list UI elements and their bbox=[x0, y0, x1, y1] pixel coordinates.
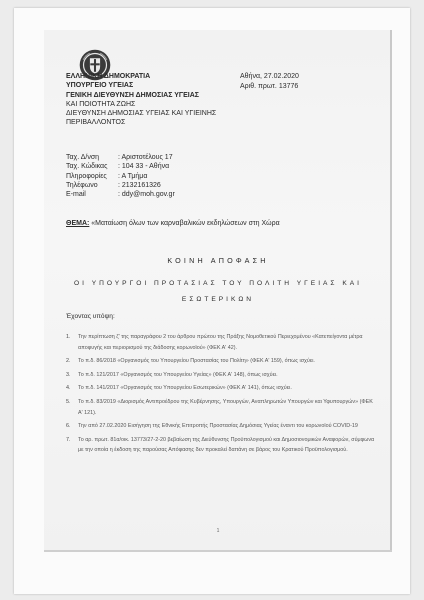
org-line: ΕΛΛΗΝΙΚΗ ΔΗΜΟΚΡΑΤΙΑ bbox=[66, 73, 151, 80]
document-page bbox=[14, 8, 410, 594]
ministers-line: ΕΣΩΤΕΡΙΚΩΝ bbox=[181, 296, 255, 303]
contact-label: Ταχ. Δ/νση bbox=[66, 154, 100, 161]
item-number: 7. bbox=[66, 436, 71, 443]
item-number: 2. bbox=[66, 358, 71, 365]
list-item bbox=[66, 383, 378, 394]
list-item bbox=[66, 370, 378, 381]
org-line: ΠΕΡΙΒΑΛΛΟΝΤΟΣ bbox=[66, 119, 126, 127]
org-line: ΓΕΝΙΚΗ ΔΙΕΥΘΥΝΣΗ ΔΗΜΟΣΙΑΣ ΥΓΕΙΑΣ bbox=[66, 91, 199, 99]
contact-row bbox=[66, 162, 175, 171]
item-text: Το π.δ. 83/2019 «Διορισμός Αντιπροέδρου της Κυβέρνησης, Υπουργών, Αναπληρωτών Υπουργών και Υφυπουργών» (ΦΕΚ Α' 121). bbox=[78, 398, 373, 416]
item-number: 3. bbox=[66, 371, 71, 378]
contact-label: Τηλέφωνο bbox=[66, 181, 98, 189]
item-text: Το αρ. πρωτ. 81α/οικ. 13773/27-2-20 βεβαίωση της Διεύθυνσης Προϋπολογισμού και Δημοσιονομικών Αναφορών, σύμφωνα με την οποία η έκδοση της παρούσας Απόφασης δεν προκαλεί δαπάνη σε βάρος του Κρατικού Προϋπολογισμού. bbox=[78, 436, 375, 454]
org-line: ΚΑΙ ΠΟΙΟΤΗΤΑ ΖΩΗΣ bbox=[66, 100, 136, 108]
item-number: 1. bbox=[66, 334, 71, 340]
considerations-list bbox=[66, 332, 378, 459]
contact-block bbox=[66, 153, 175, 199]
contact-label: Πληροφορίες bbox=[66, 172, 107, 180]
org-line: ΥΠΟΥΡΓΕΙΟ ΥΓΕΙΑΣ bbox=[66, 82, 134, 90]
item-number: 4. bbox=[66, 385, 71, 392]
list-item bbox=[66, 332, 378, 353]
contact-value: : 2132161326 bbox=[118, 181, 161, 189]
item-text: Το π.δ. 141/2017 «Οργανισμός του Υπουργείου Εσωτερικών» (ΦΕΚ Α' 141), όπως ισχύει. bbox=[78, 385, 292, 392]
contact-value: : Α Τμήμα bbox=[118, 172, 148, 180]
item-text: Το π.δ. 86/2018 «Οργανισμός του Υπουργείου Προστασίας του Πολίτη» (ΦΕΚ Α' 159), όπως ισχύει. bbox=[78, 358, 315, 365]
subject-text: «Ματαίωση όλων των καρναβαλικών εκδηλώσεων στη Χώρα bbox=[89, 220, 280, 227]
subject-key: ΘΕΜΑ: bbox=[66, 220, 90, 227]
subject-line bbox=[66, 220, 280, 227]
contact-email: : ddy@moh.gov.gr bbox=[118, 191, 175, 199]
page-number: 1 bbox=[216, 528, 220, 534]
item-number: 5. bbox=[66, 398, 71, 405]
contact-row bbox=[66, 153, 175, 162]
date-protocol-block bbox=[240, 72, 299, 91]
contact-value: : 104 33 - Αθήνα bbox=[118, 163, 170, 171]
item-text: Το π.δ. 121/2017 «Οργανισμός του Υπουργείου Υγείας» (ΦΕΚ Α' 148), όπως ισχύει. bbox=[78, 371, 278, 378]
org-line: ΔΙΕΥΘΥΝΣΗ ΔΗΜΟΣΙΑΣ ΥΓΕΙΑΣ ΚΑΙ ΥΓΙΕΙΝΗΣ bbox=[66, 110, 217, 118]
issuer-block bbox=[66, 72, 216, 128]
list-item bbox=[66, 397, 378, 418]
decision-title: ΚΟΙΝΗ ΑΠΟΦΑΣΗ bbox=[167, 256, 269, 265]
contact-row bbox=[66, 190, 175, 199]
contact-row bbox=[66, 181, 175, 190]
scan-edge bbox=[44, 550, 392, 552]
contact-row bbox=[66, 172, 175, 181]
list-item bbox=[66, 435, 378, 456]
ministers-heading bbox=[44, 276, 392, 308]
protocol-number: Αριθ. πρωτ. 13776 bbox=[240, 82, 299, 90]
considering-label: Έχοντας υπόψη: bbox=[66, 313, 115, 320]
item-text: Την από 27.02.2020 Εισήγηση της Εθνικής Επιτροπής Προστασίας Δημόσιας Υγείας έναντι του κορωνοϊού COVID-19 bbox=[78, 423, 358, 430]
item-number: 6. bbox=[66, 423, 71, 430]
list-item bbox=[66, 356, 378, 367]
contact-label: Ταχ. Κώδικας bbox=[66, 163, 108, 171]
document-date: Αθήνα, 27.02.2020 bbox=[240, 73, 299, 80]
contact-value: : Αριστοτέλους 17 bbox=[118, 154, 173, 161]
contact-label: E-mail bbox=[66, 191, 86, 199]
ministers-line: ΟΙ ΥΠΟΥΡΓΟΙ ΠΡΟΤΑΣΙΑΣ ΤΟΥ ΠΟΛΙΤΗ ΥΓΕΙΑΣ ΚΑΙ bbox=[74, 280, 362, 287]
item-text: Την περίπτωση ζ' της παραγράφου 2 του άρθρου πρώτου της Πράξης Νομοθετικού Περιεχομένου «Κατεπείγοντα μέτρα αποφυγής και περιορισμού της διάδοσης κορωνοϊού» (ΦΕΚ Α' 42). bbox=[78, 334, 363, 351]
list-item bbox=[66, 421, 378, 432]
